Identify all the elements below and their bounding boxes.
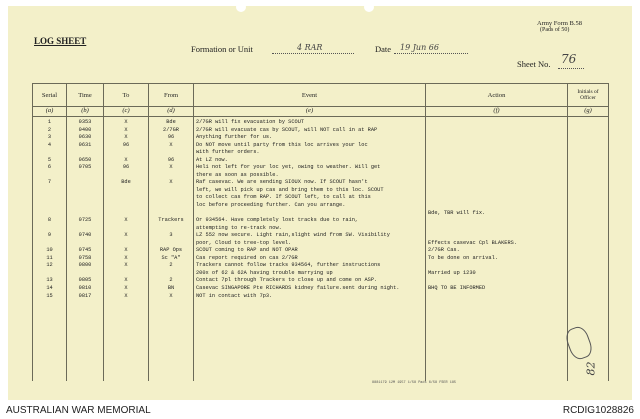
- column-letter: (g): [568, 107, 609, 117]
- log-line: X: [124, 126, 128, 133]
- form-reference: Army Form B.58: [537, 20, 582, 27]
- from-column: [149, 117, 194, 382]
- log-line: [106, 187, 146, 195]
- log-line: [428, 179, 565, 187]
- log-line: [106, 225, 146, 233]
- log-line: 2: [47, 126, 52, 133]
- log-line: [428, 172, 565, 180]
- log-line: 4: [47, 141, 52, 148]
- log-line: 0705: [78, 164, 92, 171]
- log-line: 0800: [78, 262, 92, 269]
- log-line: 3: [169, 232, 173, 239]
- log-line: X: [124, 134, 128, 141]
- formation-line: [272, 53, 354, 54]
- log-line: [106, 202, 146, 210]
- log-line: Trackers: [158, 217, 184, 224]
- date-label: Date: [375, 44, 392, 54]
- log-line: Bde: [166, 119, 176, 125]
- log-line: 2: [169, 262, 173, 269]
- log-line: 0740: [78, 232, 92, 239]
- date-value: 19 Jun 66: [400, 43, 439, 52]
- log-line: [428, 164, 565, 172]
- log-line: [35, 194, 64, 202]
- to-column: [104, 117, 149, 382]
- log-line: [428, 232, 565, 240]
- log-line: X: [124, 254, 128, 261]
- log-line: X: [169, 292, 173, 299]
- log-line: 2/7GR Cas.: [428, 247, 460, 254]
- column-header-to: To: [104, 84, 149, 107]
- log-line: 3: [47, 134, 52, 141]
- log-line: 2: [169, 277, 173, 284]
- log-line: 1: [47, 119, 52, 125]
- column-header-time: Time: [67, 84, 104, 107]
- log-line: [428, 134, 565, 142]
- log-line: [69, 194, 101, 202]
- column-letter: (d): [149, 107, 194, 117]
- log-line: X: [169, 141, 173, 148]
- log-line: [428, 262, 565, 270]
- log-line: [151, 172, 191, 180]
- log-line: X: [169, 164, 173, 171]
- log-line: BN: [167, 285, 175, 292]
- log-line: [35, 149, 64, 157]
- sheet-number-value: 76: [561, 52, 577, 66]
- log-line: X: [124, 285, 128, 292]
- log-line: [428, 149, 565, 157]
- log-line: [106, 210, 146, 218]
- log-line: [106, 240, 146, 248]
- log-line: [69, 210, 101, 218]
- margin-note: 82: [584, 361, 598, 376]
- log-line: Anything further for us.: [196, 134, 273, 141]
- log-line: attempting to re-track now.: [196, 224, 282, 231]
- log-line: 96: [122, 164, 130, 171]
- log-line: [151, 270, 191, 278]
- log-line: 7: [47, 179, 52, 186]
- log-line: 6: [47, 164, 52, 171]
- log-line: [428, 157, 565, 165]
- log-line: X: [124, 156, 128, 163]
- log-line: 0805: [78, 277, 92, 284]
- log-line: Effects casevac Cpl BLAKERS.: [428, 239, 518, 246]
- log-line: [35, 240, 64, 248]
- log-line: [69, 270, 101, 278]
- log-table: [32, 83, 609, 381]
- log-line: [106, 194, 146, 202]
- log-line: Contact 7pl through Trackers to close up and come on ASP.: [196, 277, 378, 284]
- log-line: 0353: [78, 119, 92, 125]
- log-line: 10: [46, 247, 53, 254]
- log-line: [151, 202, 191, 210]
- log-line: [151, 210, 191, 218]
- log-line: 15: [46, 292, 53, 299]
- log-line: [428, 277, 565, 285]
- log-line: [428, 127, 565, 135]
- log-line: [69, 179, 101, 187]
- log-line: [35, 225, 64, 233]
- log-line: Raf casevac. We are sending SIOUX now. If SCOUT hasn't: [196, 179, 368, 186]
- log-line: X: [124, 217, 128, 224]
- log-line: there as soon as possible.: [196, 171, 279, 178]
- log-line: To be done on arrival.: [428, 254, 498, 261]
- log-line: [428, 225, 565, 233]
- log-line: [428, 194, 565, 202]
- log-line: NOT in contact with 7p3.: [196, 292, 273, 299]
- log-line: with further orders.: [196, 149, 260, 156]
- log-line: 0758: [78, 254, 92, 261]
- log-line: 9: [47, 232, 52, 239]
- sheet-number-label: Sheet No.: [517, 59, 551, 69]
- column-letter: (b): [67, 107, 104, 117]
- sheet-number-line: [558, 68, 584, 69]
- event-column: [194, 117, 426, 382]
- log-line: Bde: [121, 179, 131, 186]
- log-line: 12: [46, 262, 53, 269]
- log-line: At LZ now.: [196, 156, 228, 163]
- log-line: loc before proceeding further. Can you arrange.: [196, 202, 346, 209]
- log-line: 0650: [78, 156, 92, 163]
- time-column: [67, 117, 104, 382]
- log-line: Cas report required on cas 2/7GR: [196, 254, 298, 261]
- log-line: [428, 217, 565, 225]
- column-letter: (e): [194, 107, 426, 117]
- column-header-from: From: [149, 84, 194, 107]
- log-line: Or 934564. Have completely lost tracks due to rain,: [196, 217, 359, 224]
- log-line: left, we will pick up cas and bring them to this loc. SCOUT: [196, 186, 384, 193]
- log-line: RAP Ops: [159, 247, 183, 254]
- log-line: [106, 172, 146, 180]
- column-header-event: Event: [194, 84, 426, 107]
- log-line: Sc "A": [161, 254, 181, 261]
- reference-label: RCDIG1028826: [562, 405, 634, 416]
- log-line: [35, 202, 64, 210]
- punch-hole: [364, 2, 374, 12]
- log-line: X: [124, 262, 128, 269]
- log-line: Heli not left for your loc yet, owing to weather. Will get: [196, 164, 381, 171]
- log-line: 5: [47, 156, 52, 163]
- log-line: 2/7GR will evacuate cas by SCOUT, will NOT call in at RAP: [196, 126, 378, 133]
- log-line: [196, 210, 423, 218]
- log-line: [106, 149, 146, 157]
- log-line: Casevac SINGAPORE Pte RICHARDS kidney failure.sent during night.: [196, 285, 400, 292]
- log-line: 0725: [78, 217, 92, 224]
- log-line: 96: [167, 134, 175, 141]
- log-line: Bde, TBR will fix.: [428, 209, 486, 216]
- log-line: X: [124, 119, 128, 125]
- log-line: 13: [46, 277, 53, 284]
- log-line: 0745: [78, 247, 92, 254]
- log-line: [35, 210, 64, 218]
- log-line: Trackers cannot follow tracks 934564, further instructions: [196, 262, 381, 269]
- log-line: 96: [122, 141, 130, 148]
- log-line: [69, 149, 101, 157]
- log-line: X: [124, 277, 128, 284]
- column-header-serial: Serial: [33, 84, 67, 107]
- log-line: 2/7GR will fix evacuation by SCOUT: [196, 119, 305, 125]
- log-line: X: [124, 232, 128, 239]
- log-line: SCOUT coming to RAP and NOT OPAR: [196, 247, 298, 254]
- log-line: 200x of 62 & 62A having trouble marrying up: [196, 269, 333, 276]
- log-line: [151, 187, 191, 195]
- log-line: 0631: [78, 141, 92, 148]
- log-line: [35, 187, 64, 195]
- log-line: 96: [167, 156, 175, 163]
- log-line: X: [124, 247, 128, 254]
- log-line: BHQ TO BE INFORMED: [428, 285, 486, 292]
- log-line: X: [124, 292, 128, 299]
- log-line: [428, 119, 565, 127]
- log-line: 0400: [78, 126, 92, 133]
- log-line: [35, 270, 64, 278]
- source-label: AUSTRALIAN WAR MEMORIAL: [6, 405, 151, 416]
- log-line: [151, 225, 191, 233]
- date-line: [394, 53, 468, 54]
- log-line: 0817: [78, 292, 92, 299]
- column-header-action: Action: [426, 84, 568, 107]
- log-line: to collect cas from RAP. If SCOUT left, to call at this: [196, 194, 371, 201]
- formation-label: Formation or Unit: [191, 44, 253, 54]
- log-line: 8: [47, 217, 52, 224]
- column-letter: (c): [104, 107, 149, 117]
- log-line: poor, Cloud to tree-top level.: [196, 239, 292, 246]
- log-line: [106, 270, 146, 278]
- log-line: 0810: [78, 285, 92, 292]
- log-line: [428, 187, 565, 195]
- formation-value: 4 RAR: [297, 43, 323, 52]
- log-line: [428, 202, 565, 210]
- column-letter: (f): [426, 107, 568, 117]
- log-line: 0630: [78, 134, 92, 141]
- log-line: [151, 194, 191, 202]
- action-column: [426, 117, 568, 382]
- log-line: [428, 142, 565, 150]
- log-line: 2/7GR: [163, 126, 179, 133]
- log-line: [428, 293, 565, 301]
- log-line: 14: [46, 285, 53, 292]
- log-line: Do NOT move until party from this loc arrives your loc: [196, 141, 368, 148]
- form-reference-pads: (Pads of 50): [540, 27, 570, 33]
- page-title: LOG SHEET: [34, 36, 87, 46]
- log-line: [69, 202, 101, 210]
- serial-column: [33, 117, 67, 382]
- log-line: X: [169, 179, 173, 186]
- log-line: Married up 1230: [428, 269, 476, 276]
- log-line: [35, 172, 64, 180]
- log-line: LZ 552 now secure. Light rain,slight wind from SW. Visibility: [196, 232, 390, 239]
- print-info: 8881179 12M 1957 1/58 Pads 6/58 FSER 185: [372, 381, 457, 385]
- log-line: [69, 172, 101, 180]
- log-line: 11: [46, 254, 53, 261]
- column-header-initials: Initials of Officer: [568, 84, 609, 107]
- column-letter: (a): [33, 107, 67, 117]
- log-line: [69, 187, 101, 195]
- log-line: [69, 225, 101, 233]
- log-line: [69, 240, 101, 248]
- punch-hole: [236, 2, 246, 12]
- log-line: [151, 149, 191, 157]
- log-line: [151, 240, 191, 248]
